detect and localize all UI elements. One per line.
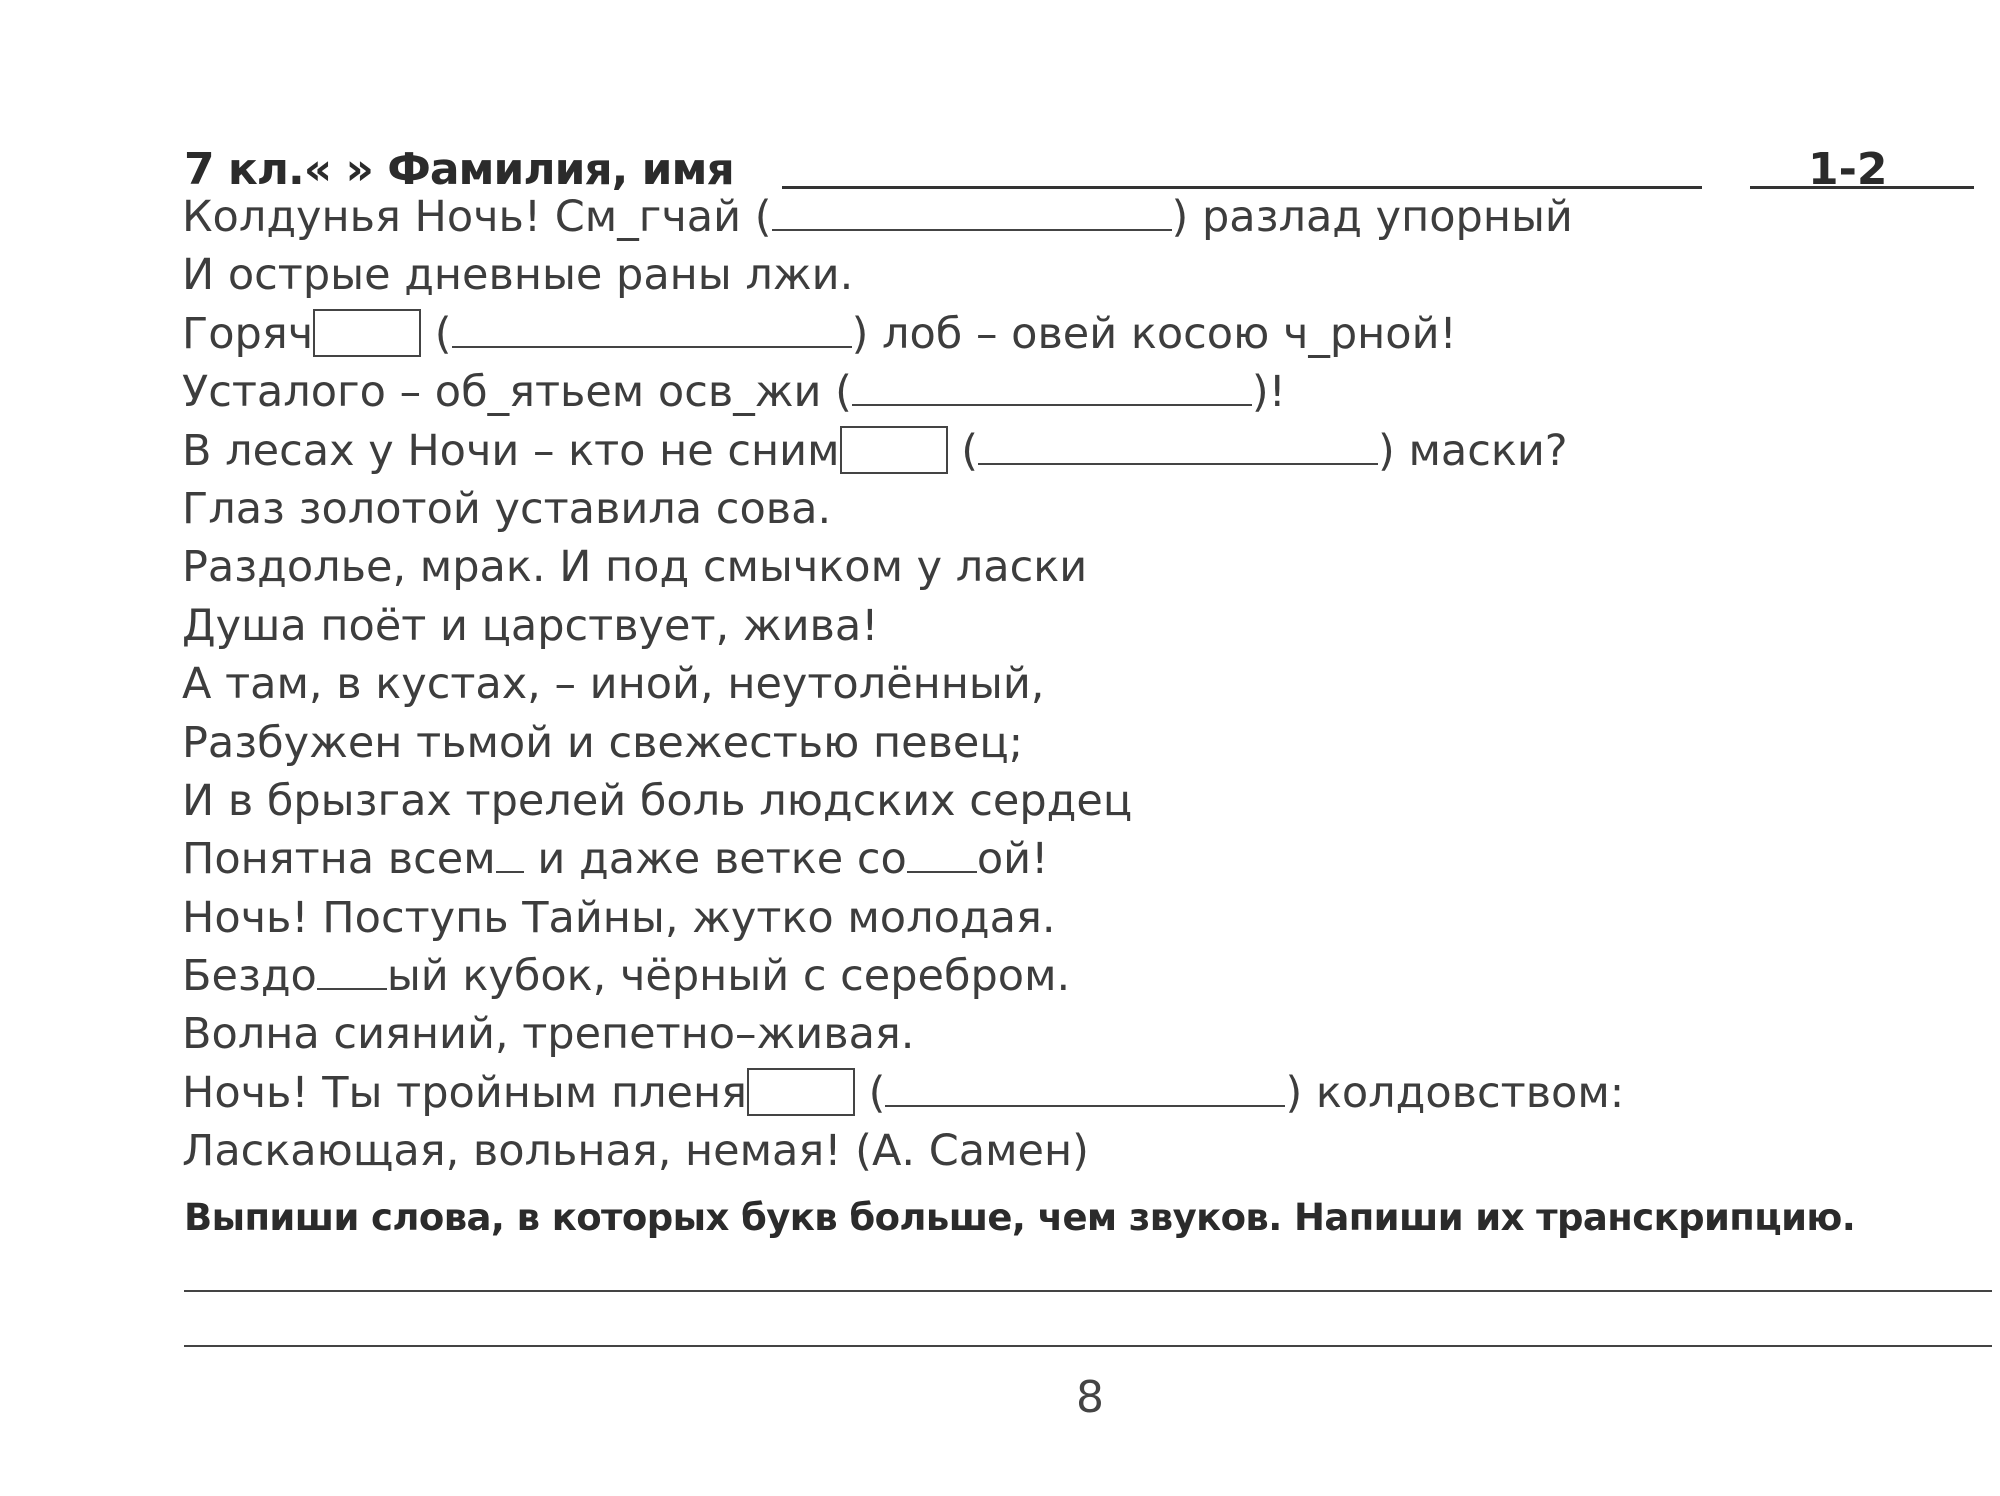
poem-line: Горяч ( ) лоб – овей косою ч_рной!	[182, 308, 1457, 359]
poem-line: Душа поёт и царствует, жива!	[182, 600, 879, 651]
page-number: 8	[1076, 1372, 1104, 1423]
answer-blank[interactable]	[885, 1081, 1285, 1107]
answer-blank[interactable]	[772, 205, 1172, 231]
poem-line: Ласкающая, вольная, немая! (А. Самен)	[182, 1126, 1089, 1177]
task-instruction: Выпиши слова, в которых букв больше, чем звуков. Напиши их транскрипцию.	[184, 1196, 1856, 1239]
poem-line: Усталого – об_ятьем осв_жи ( )!	[182, 367, 1286, 418]
poem-line: А там, в кустах, – иной, неутолённый,	[182, 659, 1045, 710]
letter-blank[interactable]	[317, 964, 387, 990]
answer-line[interactable]	[184, 1290, 1992, 1292]
poem-line: Глаз золотой уставила сова.	[182, 483, 832, 534]
poem-line: Раздолье, мрак. И под смычком у ласки	[182, 542, 1088, 593]
header-title: 7 кл.« » Фамилия, имя	[184, 144, 734, 195]
poem-line: Колдунья Ночь! См_гчай ( ) разлад упорный	[182, 192, 1573, 242]
answer-line[interactable]	[184, 1345, 1992, 1347]
poem-line: Волна сияний, трепетно–живая.	[182, 1009, 915, 1060]
worksheet-code	[1750, 144, 1974, 195]
poem-line: И острые дневные раны лжи.	[182, 250, 854, 301]
answer-blank[interactable]	[452, 322, 852, 348]
answer-box[interactable]	[747, 1068, 855, 1116]
poem-line: Разбужен тьмой и свежестью певец;	[182, 717, 1024, 768]
poem-line: Ночь! Поступь Тайны, жутко молодая.	[182, 892, 1056, 943]
poem-text	[182, 188, 1982, 1181]
poem-line: Ночь! Ты тройным пленя ( ) колдовством:	[182, 1067, 1625, 1118]
answer-blank[interactable]	[852, 380, 1252, 406]
answer-box[interactable]	[840, 426, 948, 474]
worksheet-code-label: 1-2	[1808, 144, 1888, 195]
poem-line: В лесах у Ночи – кто не сним ( ) маски?	[182, 425, 1568, 476]
poem-line: И в брызгах трелей боль людских сердец	[182, 775, 1133, 826]
poem-line: Понятна всем и даже ветке со ой!	[182, 834, 1049, 885]
letter-blank[interactable]	[907, 847, 977, 873]
answer-blank[interactable]	[978, 439, 1378, 465]
answer-box[interactable]	[313, 309, 421, 357]
poem-line: Бездо ый кубок, чёрный с серебром.	[182, 951, 1071, 1002]
letter-blank[interactable]	[496, 847, 524, 873]
